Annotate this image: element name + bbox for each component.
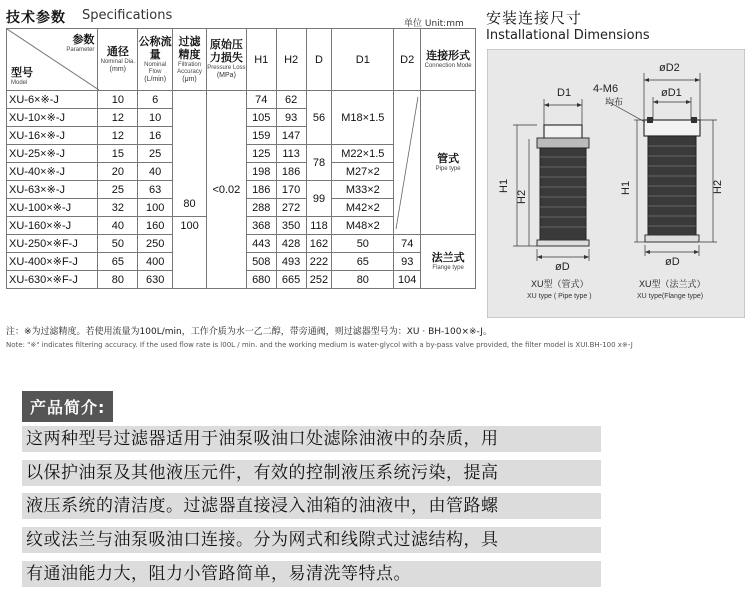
cell-flow: 400 (138, 253, 173, 271)
cell-model: XU-630×※F-J (7, 271, 98, 289)
install-title-cn: 安装连接尺寸 (486, 9, 583, 27)
intro-line: 液压系统的清洁度。过滤器直接浸入油箱的油液中，由管路螺 (22, 493, 601, 519)
cell-accuracy-100: 100 (173, 217, 207, 289)
cell-d: 162 (306, 235, 332, 253)
installation-diagram (487, 49, 745, 318)
cell-h1: 443 (246, 235, 276, 253)
cell-d1-m27: M27×2 (332, 163, 394, 181)
cell-flow: 10 (138, 109, 173, 127)
header-h1: H1 (246, 29, 276, 91)
right-d1-label: øD1 (661, 87, 682, 99)
loss-unit: (MPa) (216, 72, 236, 79)
cell-dia: 20 (98, 163, 138, 181)
right-h1-label: H1 (620, 180, 632, 195)
pipe-type-en: Pipe type (435, 165, 461, 172)
flow-en: Nominal Flow (144, 61, 167, 75)
model-label-cn: 型号 (11, 67, 33, 79)
cell-dia: 12 (98, 109, 138, 127)
left-d1-label: D1 (557, 87, 572, 99)
cell-h2: 350 (276, 217, 306, 235)
cell-h2: 93 (276, 109, 306, 127)
acc-en: Filtration Accuracy (177, 61, 202, 75)
cell-accuracy-80: 80 (173, 91, 207, 217)
left-caption-cn: XU型（管式） (531, 279, 589, 289)
flow-cn: 公称流量 (138, 35, 172, 61)
cell-d1: 50 (332, 235, 394, 253)
cell-model: XU-160×※-J (7, 217, 98, 235)
left-caption-en: XU type ( Pipe type ) (527, 293, 592, 300)
flange-type-cn: 法兰式 (431, 251, 465, 264)
table-row (7, 91, 476, 109)
spec-title-en: Specifications (82, 8, 173, 23)
cell-d1: 65 (332, 253, 394, 271)
cell-flow: 160 (138, 217, 173, 235)
cell-dia: 12 (98, 127, 138, 145)
intro-line: 纹或法兰与油泵吸油口连接。分为网式和线隙式过滤结构，具 (22, 527, 601, 553)
cell-h1: 508 (246, 253, 276, 271)
cell-h1: 105 (246, 109, 276, 127)
cell-dia: 50 (98, 235, 138, 253)
right-d-label: øD (665, 256, 680, 268)
cell-model: XU-10×※-J (7, 109, 98, 127)
cell-h1: 186 (246, 181, 276, 199)
header-h2: H2 (276, 29, 306, 91)
cell-dia: 15 (98, 145, 138, 163)
cell-pipe-type (421, 91, 476, 235)
cell-h2: 665 (276, 271, 306, 289)
acc-cn: 过滤精度 (178, 35, 201, 61)
cell-d: 252 (306, 271, 332, 289)
cell-d2: 93 (394, 253, 421, 271)
note-cn: 注：※为过滤精度。若使用流量为100L/min，工作介质为水一乙二醇，带旁通阀，则过滤器型号为：XU · BH-100×※-J。 (6, 327, 492, 337)
header-d1: D1 (332, 29, 394, 91)
cell-d-78: 78 (306, 145, 332, 181)
cell-model: XU-25×※-J (7, 145, 98, 163)
acc-unit: (μm) (182, 75, 197, 83)
right-d2-label: øD2 (659, 62, 680, 74)
cell-dia: 80 (98, 271, 138, 289)
cell-d1: 80 (332, 271, 394, 289)
cell-d2: 104 (394, 271, 421, 289)
loss-cn: 原始压力损失 (209, 39, 243, 64)
dia-unit: (mm) (109, 65, 126, 73)
conn-en: Connection Mode (424, 62, 472, 69)
unit-label: 单位 Unit:mm (404, 19, 464, 29)
note-en: Note: "※" indicates filtering accuracy. If the used flow rate is l00L / min. and the working medium is water-glycol with a by-pass valve provided, the filter model is XUI.BH-100 x※-J (6, 341, 633, 349)
spec-header (6, 4, 476, 28)
left-h2-label: H2 (516, 189, 528, 204)
cell-h2: 170 (276, 181, 306, 199)
cell-dia: 40 (98, 217, 138, 235)
cell-model: XU-40×※-J (7, 163, 98, 181)
cell-model: XU-63×※-J (7, 181, 98, 199)
spec-table (6, 28, 476, 289)
cell-h2: 186 (276, 163, 306, 181)
cell-flow: 63 (138, 181, 173, 199)
right-caption-cn: XU型（法兰式） (639, 279, 706, 289)
cell-h2: 113 (276, 145, 306, 163)
header-connection (421, 29, 476, 91)
cell-d-99: 99 (306, 181, 332, 217)
cell-model: XU-100×※-J (7, 199, 98, 217)
cell-model: XU-16×※-J (7, 127, 98, 145)
cell-h2: 62 (276, 91, 306, 109)
cell-d2: 74 (394, 235, 421, 253)
intro-title: 产品简介: (22, 391, 113, 422)
cell-model: XU-250×※F-J (7, 235, 98, 253)
flow-unit: (L/min) (144, 75, 167, 83)
cell-h1: 680 (246, 271, 276, 289)
cell-h1: 368 (246, 217, 276, 235)
cell-flow: 6 (138, 91, 173, 109)
dia-cn: 通径 (106, 45, 129, 58)
cell-flow: 16 (138, 127, 173, 145)
cell-model: XU-6×※-J (7, 91, 98, 109)
param-label-en: Parameter (66, 47, 95, 53)
cell-flow: 630 (138, 271, 173, 289)
right-bolts-sub: 均布 (605, 97, 624, 107)
cell-h2: 493 (276, 253, 306, 271)
right-caption-en: XU type(Flange type) (637, 293, 704, 300)
cell-d: 222 (306, 253, 332, 271)
flange-type-en: Flange type (432, 264, 464, 271)
cell-d-56: 56 (306, 91, 332, 145)
left-d-label: øD (555, 261, 570, 273)
header-d: D (306, 29, 332, 91)
intro-line: 有通油能力大，阻力小管路简单，易清洗等特点。 (22, 561, 601, 587)
header-dia (98, 29, 138, 91)
cell-h2: 272 (276, 199, 306, 217)
cell-flange-type (421, 235, 476, 289)
header-param-model (7, 29, 98, 91)
cell-flow: 250 (138, 235, 173, 253)
model-label-en: Model (11, 80, 28, 86)
cell-dia: 32 (98, 199, 138, 217)
header-accuracy (173, 29, 207, 91)
cell-d2-empty (394, 91, 421, 235)
cell-h1: 125 (246, 145, 276, 163)
cell-dia: 25 (98, 181, 138, 199)
left-h1-label: H1 (498, 178, 510, 193)
cell-h1: 198 (246, 163, 276, 181)
intro-line: 以保护油泵及其他液压元件，有效的控制液压系统污染，提高 (22, 460, 601, 486)
install-title-en: Installational Dimensions (486, 28, 650, 43)
cell-d1-m18: M18×1.5 (332, 91, 394, 145)
cell-flow: 40 (138, 163, 173, 181)
cell-d1-m33: M33×2 (332, 181, 394, 199)
right-h2-label: H2 (712, 179, 724, 194)
conn-cn: 连接形式 (426, 49, 471, 62)
dia-en: Nominal Dia. (100, 58, 135, 65)
cell-pressure-loss: <0.02 (206, 91, 246, 289)
cell-h1: 159 (246, 127, 276, 145)
cell-h1: 74 (246, 91, 276, 109)
cell-h2: 147 (276, 127, 306, 145)
cell-h2: 428 (276, 235, 306, 253)
param-label-cn: 参数 (72, 34, 95, 46)
cell-model: XU-400×※F-J (7, 253, 98, 271)
pipe-type-cn: 管式 (437, 152, 460, 165)
cell-d1-m22: M22×1.5 (332, 145, 394, 163)
cell-h1: 288 (246, 199, 276, 217)
header-d2: D2 (394, 29, 421, 91)
cell-d: 118 (306, 217, 332, 235)
spec-title-cn: 技术参数 (6, 10, 66, 26)
intro-line: 这两种型号过滤器适用于油泵吸油口处滤除油液中的杂质，用 (22, 426, 601, 452)
cell-flow: 25 (138, 145, 173, 163)
cell-flow: 100 (138, 199, 173, 217)
cell-d1-m42: M42×2 (332, 199, 394, 217)
header-pressure-loss (206, 29, 246, 91)
loss-en: Pressure Loss (207, 65, 246, 71)
right-bolts-label: 4-M6 (593, 83, 619, 95)
cell-dia: 10 (98, 91, 138, 109)
cell-dia: 65 (98, 253, 138, 271)
header-flow (138, 29, 173, 91)
cell-d1: M48×2 (332, 217, 394, 235)
d2-slash (394, 95, 420, 231)
